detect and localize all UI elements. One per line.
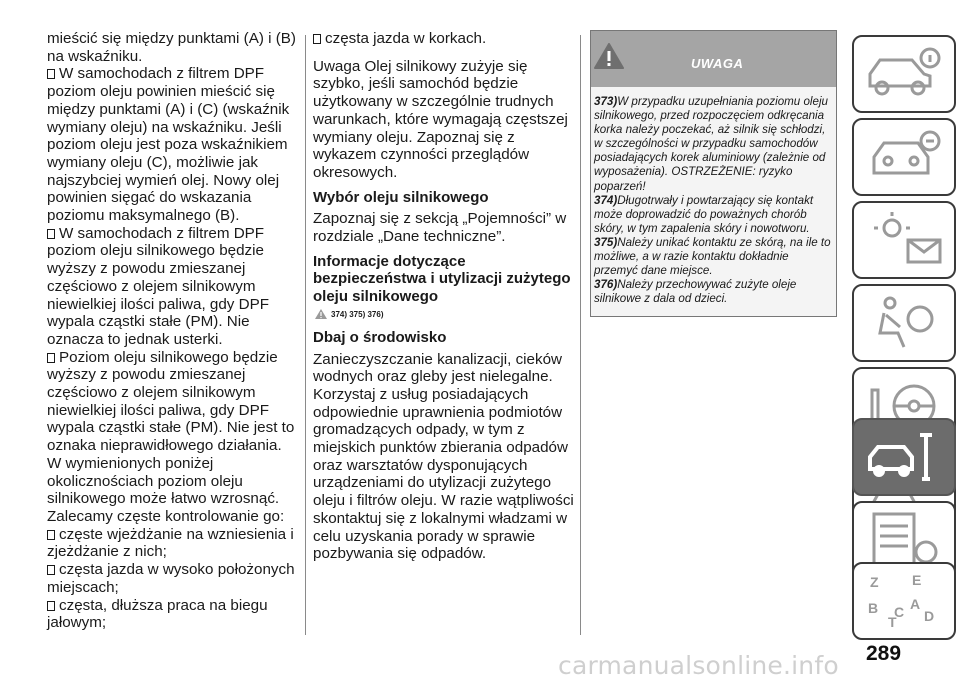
warning-text: Należy przechowywać zużyte oleje silnikowe z dala od dzieci. (594, 278, 797, 306)
warning-number: 373) (594, 95, 618, 108)
column-divider (305, 35, 306, 635)
warning-text: Długotrwały i powtarzający się kontakt może doprowadzić do poważnych chorób skóry, w tym zapalenia skóry i nowotworu. (594, 193, 814, 235)
warning-number: 375) (594, 235, 618, 249)
right-column (590, 30, 837, 317)
warning-item (594, 236, 833, 278)
paragraph: W wymienionych poniżej okolicznościach poziom oleju silnikowego może łatwo wzrosnąć. Zalecamy częste kontrolowanie go: (47, 454, 285, 525)
warning-header (591, 31, 836, 87)
tab-index[interactable] (852, 562, 956, 640)
section-heading-environment: Dbaj o środowisko (313, 329, 447, 347)
warning-triangle-icon (594, 43, 624, 69)
bullet-paragraph: częsta jazda w korkach. (313, 30, 575, 48)
svg-text:B: B (868, 600, 879, 616)
airbag-seat-icon (864, 293, 948, 353)
section-heading-oil-choice: Wybór oleju silnikowego (313, 188, 489, 206)
warning-body (591, 87, 836, 316)
warning-text: W przypadku uzupełniania poziomu oleju silnikowego, przed rozpoczęciem odkręcania korka należy poczekać, aż silnik się schłodzi, w szczególności w przypadku samochodów posiadających korek aluminiowy (zależnie od wyposażenia). OSTRZEŻENIE: ryzyko poparzeń! (594, 95, 828, 193)
note-paragraph: Uwaga Olej silnikowy zużyje się szybko, jeśli samochód będzie użytkowany w szczególnie trudnych warunkach, które wymagają częstszej wymiany oleju. Zapoznaj się z wykazem czynności przeglądów okresowych. (313, 57, 568, 181)
bullet-paragraph: częsta, dłuższa praca na biegu jałowym; (47, 597, 297, 632)
column-divider (580, 35, 581, 635)
tab-lights[interactable] (852, 201, 956, 279)
warning-title: UWAGA (691, 56, 744, 71)
warning-triangle-icon (315, 309, 327, 319)
bullet-paragraph: W samochodach z filtrem DPF poziom oleju silnikowego będzie wyższy z powodu zmieszanej częściowo z olejem silnikowym niewielkiej ilości paliwa, gdy DPF wypala cząstki stałe (PM). Nie oznacza to jednak usterki. (47, 225, 297, 349)
warning-references (315, 309, 575, 319)
alphabet-index-icon (864, 571, 948, 631)
bullet-paragraph: częsta jazda w wysoko położonych miejscach; (47, 561, 297, 596)
page-number: 289 (866, 642, 902, 665)
tab-maintenance[interactable] (852, 418, 956, 496)
environment-paragraph: Zanieczyszczanie kanalizacji, cieków wodnych oraz gleby jest nielegalne. Korzystaj z usług posiadających odpowiednie uprawnienia podmiotów gromadzących odpady, w tym z miejskich punktów zbierania odpadów oraz warsztatów dysponujących urządzeniami do utylizacji zużytego oleju i filtrów oleju. W razie wątpliwości skontaktuj się z lokalnymi władzami w celu uzyskania porady w sprawie pozbywania się odpadów. (313, 350, 574, 563)
warning-number: 376) (594, 278, 618, 292)
svg-text:D: D (924, 608, 935, 624)
bullet-paragraph: Poziom oleju silnikowego będzie wyższy z powodu zmieszanej częściowo z olejem silnikowym niewielkiej ilości paliwa, gdy DPF wypala cząstki stałe (PM). Nie jest to oznaka nieprawidłowego działania. (47, 349, 297, 455)
bullet-paragraph: częste wjeżdżanie na wzniesienia i zjeżdżanie z nich; (47, 526, 297, 561)
dashboard-car-icon (864, 127, 948, 187)
lights-envelope-icon (864, 210, 948, 270)
svg-text:Z: Z (870, 574, 879, 590)
oil-choice-paragraph: Zapoznaj się z sekcją „Pojemności” w rozdziale „Dane techniczne”. (313, 210, 567, 245)
tab-car-info[interactable] (852, 35, 956, 113)
reference-numbers: 374) 375) 376) (331, 309, 384, 319)
section-heading-safety-disposal: Informacje dotyczące bezpieczeństwa i utylizacji zużytego oleju silnikowego (313, 252, 571, 305)
warning-item (594, 278, 833, 306)
middle-column (313, 30, 575, 570)
left-column (47, 30, 297, 632)
tab-dashboard[interactable] (852, 118, 956, 196)
svg-text:A: A (910, 596, 921, 612)
svg-text:C: C (894, 604, 905, 620)
bullet-paragraph: W samochodach z filtrem DPF poziom oleju powinien mieścić się między punktami (A) i (C) (wskaźnik wymiany oleju) na wskaźniku. Jeśli poziom oleju jest poza wskaźnikiem wymiany oleju (C), możliwie jak najszybciej wymień olej. Nowy olej powinien sięgać do wskazania poziomu maksymalnego (B). (47, 65, 297, 224)
car-info-icon (864, 44, 948, 104)
warning-box (590, 30, 837, 317)
car-maintenance-icon (864, 427, 948, 487)
svg-text:E: E (912, 572, 922, 588)
svg-text:T: T (888, 614, 897, 630)
tab-safety[interactable] (852, 284, 956, 362)
warning-number: 374) (594, 193, 618, 207)
paragraph: mieścić się między punktami (A) i (B) na wskaźniku. (47, 30, 296, 65)
warning-item (594, 194, 833, 236)
technical-data-list-icon (864, 510, 948, 570)
watermark: carmanualsonline.info (558, 651, 839, 680)
warning-text: Należy unikać kontaktu ze skórą, na ile to możliwe, a w razie kontaktu dokładnie przemyć dane miejsce. (594, 235, 831, 278)
warning-item (594, 95, 833, 194)
